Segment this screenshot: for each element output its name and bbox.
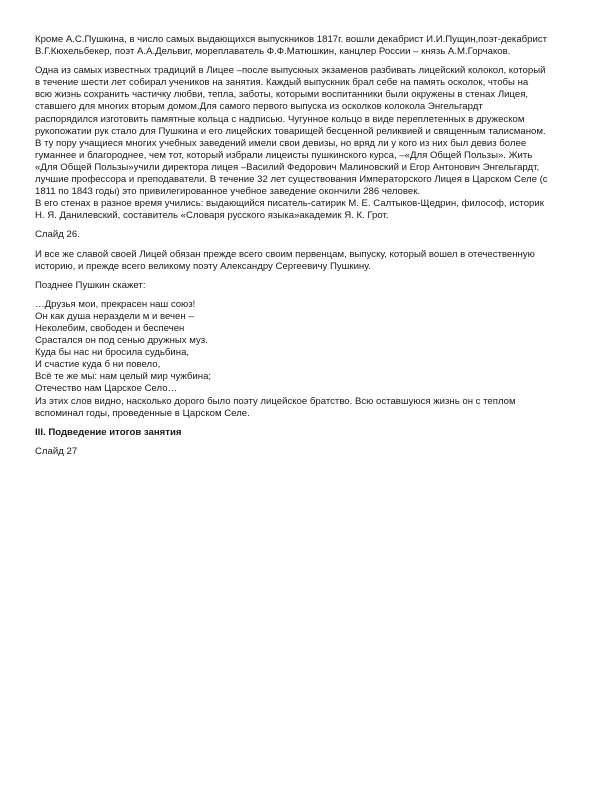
text-line: Н. Я. Данилевский, составитель «Словаря русского языка»академик Я. К. Грот. (35, 210, 389, 222)
text-line: лучшие профессора и преподаватели. В течение 32 лет существования Императорского Лицея в Царском Селе (с (35, 174, 548, 186)
text-line: Слайд 26. (35, 229, 80, 241)
text-line: 1811 по 1843 годы) это привилегированное учебное заведение окончили 286 человек. (35, 186, 421, 198)
text-line: Позднее Пушкин скажет: (35, 279, 146, 291)
paragraph-glory (35, 249, 583, 273)
paragraph-lyceum-traditions (35, 65, 583, 222)
text-line: И все же славой своей Лицей обязан прежде всего своим первенцам, выпуску, который вошел в отечественную (35, 248, 535, 260)
heading-text: III. Подведение итогов занятия (35, 426, 182, 438)
text-line: всю жизнь сохранить частичку любви, тепла, заботы, которыми воспитанники были окружены в стенах Лицея, (35, 89, 529, 101)
text-line: историю, и прежде всего великому поэту Александру Сергеевичу Пушкину. (35, 260, 371, 272)
text-line: Одна из самых известных традиций в Лицее –после выпускных экзаменов разбивать лицейский колокол, который (35, 65, 546, 77)
text-line: «Для Общей Пользы»учили директора лицея –Василий Федорович Малиновский и Егор Антонович Энгельгардт, (35, 161, 540, 173)
text-line: вспоминал годы, проведенные в Царском Селе. (35, 407, 250, 419)
text-line: в течение шести лет собирал учеников на занятия. Каждый выпускник брал себе на память осколок, чтобы на (35, 77, 529, 89)
poem-line: Неколебим, свободен и беспечен (35, 322, 185, 334)
poem-line: Срастался он под сенью дружных муз. (35, 335, 208, 347)
text-line: гуманнее и благороднее, чем тот, который избрали лицеисты пушкинского курса, –«Для Общей Пользы». Жить (35, 149, 533, 161)
text-line: ставшего для многих вторым домом.Для самого первого выпуска из осколков колокола Энгельгардт (35, 101, 483, 113)
text-line: распорядился изготовить памятные кольца с надписью. Чугунное кольцо в виде переплетенных в дружеском (35, 113, 525, 125)
paragraph-graduates (35, 34, 583, 58)
poem-line: Он как душа нераздели м и вечен – (35, 310, 194, 322)
text-line: В ту пору учащиеся многих учебных заведений имели свои девизы, но вряд ли у кого из них был девиз более (35, 137, 527, 149)
text-line: рукопожатии рук стало для Пушкина и его лицейских товарищей бесценной реликвией и священным талисманом. (35, 125, 546, 137)
slide-label-26 (35, 229, 583, 241)
poem-line: Отечество нам Царское Село… (35, 383, 178, 395)
slide-label-27 (35, 446, 583, 458)
text-line: Кроме А.С.Пушкина, в число самых выдающихся выпускников 1817г. вошли декабрист И.И.Пущин,поэт-декабрист (35, 34, 548, 45)
text-line: Из этих слов видно, насколько дорого было поэту лицейское братство. Всю оставшуюся жизнь он с теплом (35, 395, 516, 407)
poem-line: Куда бы нас ни бросила судьбина, (35, 347, 190, 359)
paragraph-pushkin-intro (35, 280, 583, 292)
poem-line: И счастие куда б ни повело, (35, 359, 161, 371)
document-page (35, 34, 583, 465)
poem-line: …Друзья мои, прекрасен наш союз! (35, 298, 196, 310)
section-heading (35, 427, 583, 439)
text-line: Слайд 27 (35, 445, 78, 457)
text-line: В его стенах в разное время учились: выдающийся писатель-сатирик М. Е. Салтыков-Щедрин, философ, историк (35, 198, 544, 210)
poem-line: Всё те же мы: нам целый мир чужбина; (35, 371, 212, 383)
text-line: В.Г.Кюхельбекер, поэт А.А.Дельвиг, мореплаватель Ф.Ф.Матюшкин, канцлер России – князь А.М.Горчаков. (35, 46, 511, 58)
poem-block (35, 299, 583, 420)
